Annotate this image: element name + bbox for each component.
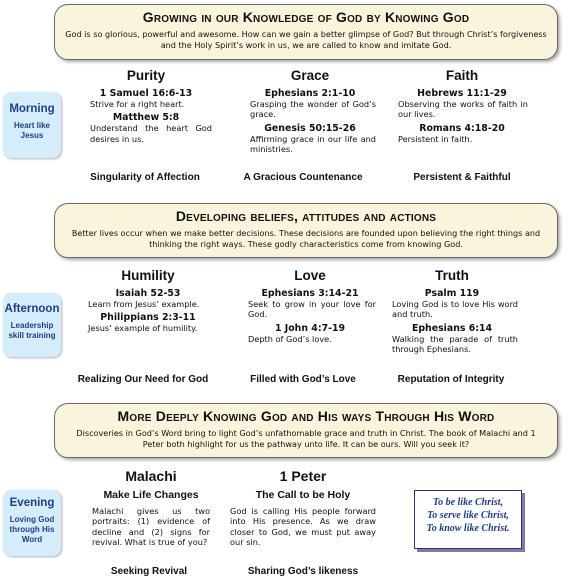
- scripture-description: Seek to grow in your love for God.: [248, 299, 376, 320]
- banner-title: Growing in our Knowledge of God by Knowing God: [142, 9, 470, 25]
- scripture-description: Depth of God’s love.: [248, 333, 332, 344]
- topic-summary: Persistent & Faithful: [413, 172, 511, 183]
- session-title: Afternoon: [4, 303, 60, 315]
- scripture-reference: Ephesians 6:14: [411, 322, 493, 334]
- topic-subtitle: The Call to be Holy: [255, 489, 351, 501]
- scripture-reference: Philippians 2:3-11: [100, 312, 196, 324]
- section-banner-knowing-god: [54, 4, 558, 60]
- banner-description: Better lives occur when we make better decisions. These decisions are founded upon believing the right things and thinking the right ways. These godly characteristics come from knowing God.: [71, 228, 541, 249]
- scripture-reference: Hebrews 11:1-29: [417, 88, 507, 99]
- topic-title: Humility: [121, 268, 175, 283]
- topic-column-love: [244, 268, 376, 347]
- scripture-reference: Ephesians 2:1-10: [264, 88, 356, 99]
- section-banner-beliefs: [54, 203, 558, 258]
- topic-description: Malachi gives us two portraits: (1) evidence of decline and (2) signs for revival. What is true of you?: [92, 506, 210, 547]
- banner-description: God is so glorious, powerful and awesome. How can we gain a better glimpse of God? But through Christ’s forgiveness and the Holy Spirit’s work in us, we are called to know and imitate God.: [65, 29, 547, 50]
- scripture-reference: Matthew 5:8: [112, 112, 180, 124]
- topic-column-grace: [244, 68, 376, 157]
- motto-line: To serve like Christ,: [427, 510, 509, 521]
- session-label-morning: [3, 92, 61, 158]
- topic-subtitle: Make Life Changes: [103, 489, 199, 501]
- scripture-description: Walking the parade of truth through Ephesians.: [392, 333, 518, 354]
- scripture-description: Learn from Jesus’ example.: [88, 299, 200, 309]
- topic-title: Purity: [126, 68, 166, 83]
- scripture-reference: Psalm 119: [424, 288, 480, 299]
- topic-title: Truth: [435, 268, 469, 283]
- session-label-afternoon: [3, 293, 61, 357]
- topic-title: Grace: [290, 68, 330, 83]
- scripture-description: Strive for a right heart.: [90, 99, 185, 109]
- topic-column-faith: [396, 68, 528, 147]
- motto-box: [414, 490, 522, 549]
- topic-column-1-peter: [230, 468, 376, 550]
- topic-summary: Realizing Our Need for God: [77, 374, 209, 385]
- scripture-description: Understand the heart God desires in us.: [90, 123, 212, 144]
- scripture-description: Affirming grace in our life and ministries.: [250, 133, 376, 154]
- section-banner-word: [54, 403, 558, 458]
- scripture-description: Jesus’ example of humility.: [88, 323, 198, 334]
- topic-column-truth: [386, 268, 518, 357]
- motto-line: To be like Christ,: [432, 497, 504, 508]
- scripture-description: Observing the works of faith in our lives.: [398, 99, 528, 120]
- scripture-description: Grasping the wonder of God’s grace.: [250, 99, 376, 120]
- scripture-description: Persistent in faith.: [398, 133, 473, 144]
- topic-summary: Seeking Revival: [110, 566, 188, 577]
- topic-summary: Sharing God’s likeness: [247, 566, 359, 577]
- topic-title: Faith: [445, 68, 479, 83]
- scripture-reference: Isaiah 52-53: [115, 288, 181, 299]
- scripture-reference: 1 John 4:7-19: [274, 322, 346, 334]
- session-title: Evening: [9, 497, 55, 509]
- topic-description: God is calling His people forward into His presence. As we draw closer to God, we must put away our sin.: [230, 506, 376, 547]
- scripture-reference: 1 Samuel 16:6-13: [99, 88, 193, 99]
- banner-description: Discoveries in God’s Word bring to light God’s unfathomable grace and truth in Christ. The book of Malachi and 1 Peter both highlight for us the pathway unto life. It can be ours. Will you seek it?: [76, 428, 536, 449]
- topic-summary: Filled with God’s Love: [250, 374, 356, 385]
- session-subtitle: Heart like Jesus: [13, 121, 51, 140]
- scripture-reference: Genesis 50:15-26: [264, 122, 356, 134]
- topic-title: 1 Peter: [279, 468, 327, 484]
- scripture-reference: Romans 4:18-20: [419, 122, 505, 134]
- session-title: Morning: [9, 103, 55, 115]
- topic-column-humility: [82, 268, 214, 337]
- motto-line: To know like Christ.: [426, 523, 510, 534]
- session-label-evening: [3, 490, 61, 556]
- topic-summary: Singularity of Affection: [90, 172, 200, 183]
- banner-title: Developing beliefs, attitudes and actions: [175, 208, 437, 224]
- topic-summary: A Gracious Countenance: [243, 172, 363, 183]
- topic-title: Love: [294, 268, 326, 283]
- scripture-description: Loving God is to love His word and truth.: [392, 299, 518, 320]
- topic-column-malachi: [92, 468, 210, 550]
- topic-summary: Reputation of Integrity: [397, 374, 505, 385]
- session-subtitle: Leadership skill training: [8, 321, 56, 340]
- topic-column-purity: [80, 68, 212, 147]
- topic-title: Malachi: [125, 468, 177, 484]
- scripture-reference: Ephesians 3:14-21: [261, 288, 359, 299]
- banner-title: More Deeply Knowing God and His ways Through His Word: [117, 408, 495, 424]
- session-subtitle: Loving God through His Word: [9, 515, 55, 544]
